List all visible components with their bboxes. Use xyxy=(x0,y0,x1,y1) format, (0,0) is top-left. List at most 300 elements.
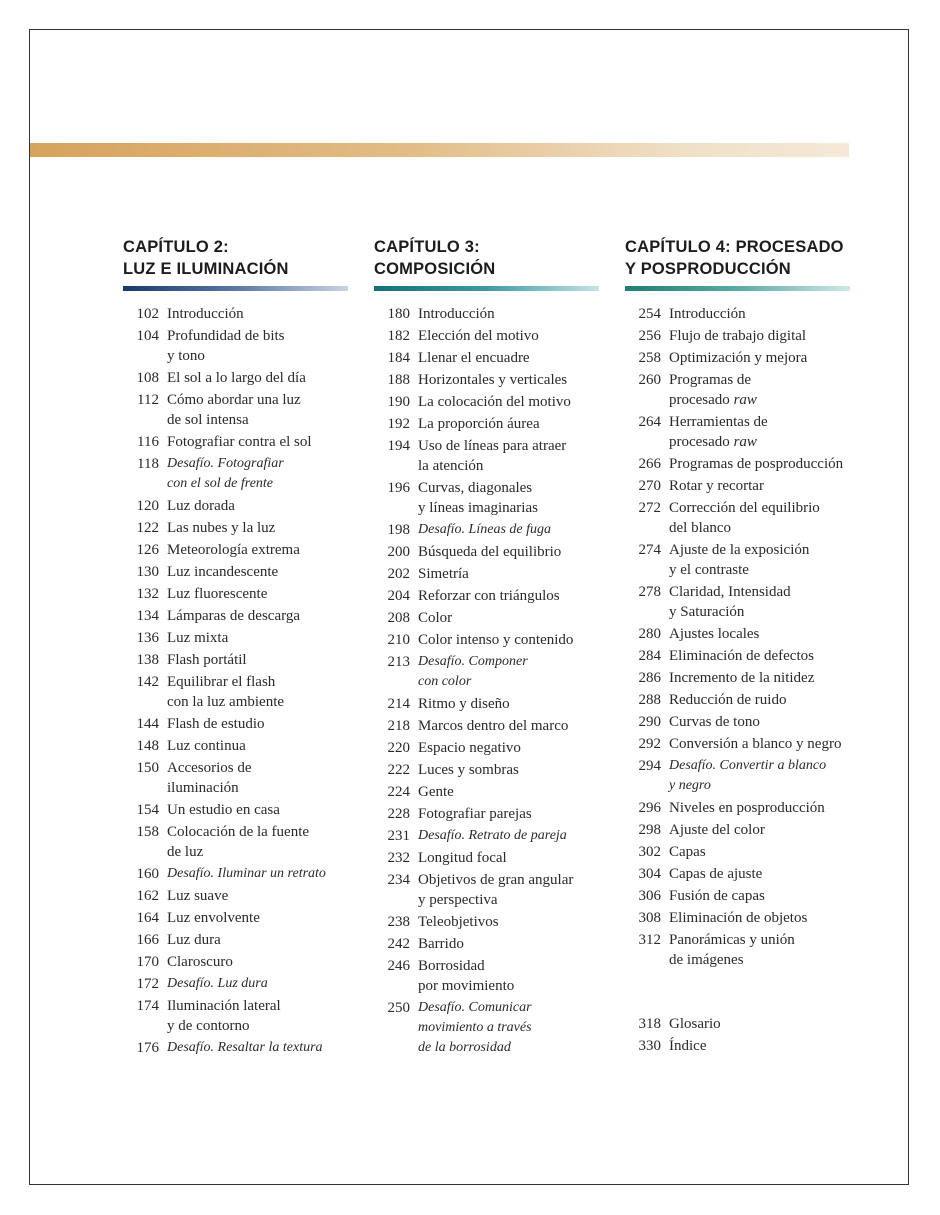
toc-entry xyxy=(374,956,599,996)
toc-page-number: 222 xyxy=(387,762,410,778)
toc-entry-title xyxy=(669,348,850,368)
toc-entry-title-text: Flash portátil xyxy=(167,652,247,668)
toc-entry-title xyxy=(669,734,850,754)
toc-entry-title xyxy=(167,628,348,648)
toc-page-number: 290 xyxy=(638,714,661,730)
toc-entry-title-text: Desafío. Fotografiar con el sol de frente xyxy=(167,456,284,491)
toc-entry-title-text: Índice xyxy=(669,1038,707,1054)
toc-entry xyxy=(625,842,850,862)
toc-entry-title xyxy=(418,760,599,780)
toc-entry xyxy=(374,630,599,650)
toc-page-number: 294 xyxy=(638,758,661,774)
toc-entry xyxy=(625,908,850,928)
toc-entry-title-text: Herramientas de procesado xyxy=(669,414,768,450)
toc-entry-title-text: Programas de posproducción xyxy=(669,456,844,472)
toc-page-number: 234 xyxy=(387,872,410,888)
toc-page-number: 164 xyxy=(136,910,159,926)
toc-page-number: 218 xyxy=(387,718,410,734)
toc-page-number: 136 xyxy=(136,630,159,646)
toc-entry-title xyxy=(167,672,348,712)
toc-entry xyxy=(625,690,850,710)
toc-entry-title xyxy=(669,1014,850,1034)
toc-entry-title-text: Programas de procesado xyxy=(669,372,752,408)
toc-page-number: 278 xyxy=(638,584,661,600)
toc-page-number: 108 xyxy=(136,370,159,386)
toc-entry xyxy=(625,304,850,324)
toc-page-number: 192 xyxy=(387,416,410,432)
toc-page-number: 148 xyxy=(136,738,159,754)
chapter-title xyxy=(123,236,348,280)
toc-page-number: 196 xyxy=(387,480,410,496)
toc-entry-title-text: Ritmo y diseño xyxy=(418,696,510,712)
toc-page-number: 242 xyxy=(387,936,410,952)
toc-page-number: 306 xyxy=(638,888,661,904)
toc-entry xyxy=(374,782,599,802)
toc-entry xyxy=(123,908,348,928)
toc-entry xyxy=(625,412,850,452)
toc-entry-title-text: Optimización y mejora xyxy=(669,350,808,366)
toc-entry xyxy=(625,646,850,666)
toc-entry xyxy=(123,650,348,670)
toc-entry xyxy=(625,820,850,840)
toc-entry xyxy=(374,436,599,476)
toc-page-number: 132 xyxy=(136,586,159,602)
toc-page-number: 270 xyxy=(638,478,661,494)
toc-entry xyxy=(123,518,348,538)
toc-entry xyxy=(123,736,348,756)
toc-entry-title xyxy=(669,624,850,644)
toc-entry-title xyxy=(418,630,599,650)
toc-page-number: 176 xyxy=(136,1040,159,1056)
toc-page-number: 138 xyxy=(136,652,159,668)
toc-entry xyxy=(123,1038,348,1058)
toc-entry-title-text: Longitud focal xyxy=(418,850,507,866)
toc-page-number: 312 xyxy=(638,932,661,948)
toc-page-number: 118 xyxy=(137,456,159,472)
chapter-title-line-1: CAPÍTULO 4: PROCESADO xyxy=(625,238,844,256)
toc-page-number: 274 xyxy=(638,542,661,558)
toc-entry-title-text: Barrido xyxy=(418,936,464,952)
toc-entry-title-text: Búsqueda del equilibrio xyxy=(418,544,562,560)
toc-entry xyxy=(625,326,850,346)
toc-entry-title xyxy=(418,478,599,518)
toc-entry-title xyxy=(167,974,348,994)
toc-entry-title xyxy=(167,326,348,366)
toc-page-number: 238 xyxy=(387,914,410,930)
toc-entry-title xyxy=(669,798,850,818)
toc-entry-title xyxy=(167,562,348,582)
toc-list xyxy=(625,304,850,1056)
toc-entry-title xyxy=(418,304,599,324)
toc-page-number: 142 xyxy=(136,674,159,690)
toc-entry-title-text: Objetivos de gran angular y perspectiva xyxy=(418,872,574,908)
toc-entry-title-text: Panorámicas y unión de imágenes xyxy=(669,932,795,968)
toc-entry xyxy=(374,998,599,1058)
toc-entry xyxy=(123,496,348,516)
toc-entry xyxy=(374,392,599,412)
toc-entry xyxy=(123,584,348,604)
toc-entry-title-text: Luz dorada xyxy=(167,498,235,514)
toc-entry-title-text: Desafío. Comunicar movimiento a través de la borrosidad xyxy=(418,1000,532,1055)
toc-entry xyxy=(123,606,348,626)
toc-entry xyxy=(625,668,850,688)
toc-entry-title-suffix: raw xyxy=(733,392,757,408)
toc-entry-title xyxy=(669,498,850,538)
toc-entry-title-text: Desafío. Luz dura xyxy=(167,976,268,991)
toc-page-number: 200 xyxy=(387,544,410,560)
toc-entry-title xyxy=(669,304,850,324)
toc-entry-title-text: Rotar y recortar xyxy=(669,478,764,494)
toc-page-number: 256 xyxy=(638,328,661,344)
toc-entry-title-text: Cómo abordar una luz de sol intensa xyxy=(167,392,301,428)
toc-page-number: 184 xyxy=(387,350,410,366)
toc-page-number: 318 xyxy=(638,1016,661,1032)
toc-entry-title xyxy=(167,540,348,560)
toc-entry-title xyxy=(418,848,599,868)
toc-entry-title-text: Gente xyxy=(418,784,454,800)
toc-entry-title xyxy=(669,454,850,474)
toc-entry-title xyxy=(167,908,348,928)
toc-entry-title-text: Introducción xyxy=(669,306,746,322)
toc-entry-title-text: Elección del motivo xyxy=(418,328,539,344)
toc-entry-title-text: Las nubes y la luz xyxy=(167,520,276,536)
toc-entry xyxy=(374,564,599,584)
toc-page-number: 280 xyxy=(638,626,661,642)
toc-entry-title xyxy=(418,804,599,824)
toc-page-number: 272 xyxy=(638,500,661,516)
toc-entry-title-text: Luz continua xyxy=(167,738,246,754)
toc-entry xyxy=(625,370,850,410)
toc-entry xyxy=(625,348,850,368)
toc-entry-title-text: Desafío. Resaltar la textura xyxy=(167,1040,323,1055)
toc-entry xyxy=(374,826,599,846)
toc-entry-title xyxy=(669,370,850,410)
toc-entry xyxy=(374,520,599,540)
toc-entry-title-text: Niveles en posproducción xyxy=(669,800,825,816)
toc-entry-title xyxy=(167,304,348,324)
toc-entry-title xyxy=(418,826,599,846)
toc-entry xyxy=(625,476,850,496)
toc-page-number: 130 xyxy=(136,564,159,580)
toc-page-number: 198 xyxy=(387,522,410,538)
toc-entry xyxy=(374,738,599,758)
toc-entry xyxy=(123,996,348,1036)
chapter-rule xyxy=(123,286,348,291)
toc-entry-title xyxy=(669,886,850,906)
chapter-rule xyxy=(374,286,599,291)
toc-entry-title-text: Luz incandescente xyxy=(167,564,279,580)
toc-entry-title-text: Equilibrar el flash con la luz ambiente xyxy=(167,674,285,710)
toc-page-number: 112 xyxy=(137,392,159,408)
toc-entry xyxy=(123,304,348,324)
toc-entry-title xyxy=(167,496,348,516)
toc-entry xyxy=(374,478,599,518)
toc-entry xyxy=(374,348,599,368)
toc-page-number: 158 xyxy=(136,824,159,840)
toc-entry-title xyxy=(669,412,850,452)
toc-entry-title xyxy=(418,520,599,540)
toc-entry-title-text: Un estudio en casa xyxy=(167,802,280,818)
toc-page-number: 120 xyxy=(136,498,159,514)
toc-entry-title-text: Curvas, diagonales y líneas imaginarias xyxy=(418,480,538,516)
toc-entry-title-text: Fotografiar parejas xyxy=(418,806,532,822)
toc-entry xyxy=(123,432,348,452)
toc-entry xyxy=(374,760,599,780)
toc-entry-title-text: Marcos dentro del marco xyxy=(418,718,569,734)
toc-entry-title xyxy=(669,668,850,688)
toc-entry-title xyxy=(669,712,850,732)
toc-page-number: 188 xyxy=(387,372,410,388)
toc-page-number: 220 xyxy=(387,740,410,756)
toc-entry xyxy=(374,716,599,736)
toc-entry-title-text: La colocación del motivo xyxy=(418,394,571,410)
toc-entry-title-text: Luz fluorescente xyxy=(167,586,268,602)
toc-page-number: 284 xyxy=(638,648,661,664)
toc-entry-title-text: Uso de líneas para atraer la atención xyxy=(418,438,567,474)
toc-entry-title-text: Luz mixta xyxy=(167,630,229,646)
chapter-title-line-2: Y POSPRODUCCIÓN xyxy=(625,260,791,278)
toc-page-number: 202 xyxy=(387,566,410,582)
toc-entry-title xyxy=(418,870,599,910)
toc-entry xyxy=(374,934,599,954)
toc-entry-title xyxy=(669,326,850,346)
toc-entry-title-text: Incremento de la nitidez xyxy=(669,670,815,686)
toc-page-number: 134 xyxy=(136,608,159,624)
chapter-rule xyxy=(625,286,850,291)
toc-entry-title xyxy=(669,540,850,580)
toc-page-number: 182 xyxy=(387,328,410,344)
toc-entry xyxy=(374,326,599,346)
toc-page-number: 104 xyxy=(136,328,159,344)
toc-entry-title xyxy=(418,414,599,434)
toc-entry xyxy=(625,624,850,644)
toc-page-number: 254 xyxy=(638,306,661,322)
toc-entry-title-text: Borrosidad por movimiento xyxy=(418,958,515,994)
toc-entry xyxy=(123,368,348,388)
toc-entry-title-text: Claroscuro xyxy=(167,954,233,970)
toc-entry xyxy=(374,694,599,714)
toc-entry-title-text: Luz dura xyxy=(167,932,221,948)
toc-entry-title-text: Eliminación de defectos xyxy=(669,648,814,664)
toc-entry xyxy=(123,672,348,712)
toc-entry-title xyxy=(669,582,850,622)
toc-entry-title xyxy=(669,756,850,796)
toc-entry-title-text: Flujo de trabajo digital xyxy=(669,328,807,344)
toc-entry xyxy=(625,756,850,796)
toc-entry-title xyxy=(418,998,599,1058)
toc-entry xyxy=(374,414,599,434)
toc-entry-title-text: Glosario xyxy=(669,1016,721,1032)
toc-entry-title-text: Profundidad de bits y tono xyxy=(167,328,285,364)
toc-entry-title-text: Desafío. Retrato de pareja xyxy=(418,828,567,843)
toc-entry xyxy=(123,952,348,972)
toc-entry-title xyxy=(418,934,599,954)
toc-entry-title xyxy=(669,842,850,862)
chapter-2-column xyxy=(123,236,348,1060)
toc-page-number: 246 xyxy=(387,958,410,974)
header-color-band xyxy=(30,143,849,157)
toc-entry xyxy=(374,804,599,824)
toc-entry xyxy=(123,758,348,798)
toc-page-number: 308 xyxy=(638,910,661,926)
toc-entry-title-text: Desafío. Líneas de fuga xyxy=(418,522,551,537)
toc-page-number: 228 xyxy=(387,806,410,822)
toc-page-number: 292 xyxy=(638,736,661,752)
toc-entry-title xyxy=(669,690,850,710)
toc-entry-title xyxy=(167,864,348,884)
toc-entry-title-text: Fotografiar contra el sol xyxy=(167,434,312,450)
toc-entry-title xyxy=(418,370,599,390)
toc-entry xyxy=(123,974,348,994)
toc-entry xyxy=(123,886,348,906)
toc-entry-title xyxy=(418,326,599,346)
toc-entry xyxy=(625,712,850,732)
toc-entry-title xyxy=(669,930,850,970)
toc-page-number: 122 xyxy=(136,520,159,536)
toc-page-number: 162 xyxy=(136,888,159,904)
toc-entry-title-text: Desafío. Convertir a blanco y negro xyxy=(669,758,827,793)
toc-entry-title-text: Introducción xyxy=(167,306,244,322)
toc-entry xyxy=(625,540,850,580)
toc-entry-title-text: Simetría xyxy=(418,566,469,582)
toc-entry-title xyxy=(418,564,599,584)
toc-entry xyxy=(123,628,348,648)
toc-page-number: 264 xyxy=(638,414,661,430)
toc-entry-title-text: Flash de estudio xyxy=(167,716,265,732)
toc-page-number: 231 xyxy=(387,828,410,844)
toc-entry xyxy=(625,798,850,818)
toc-entry xyxy=(625,864,850,884)
toc-entry-title-text: Eliminación de objetos xyxy=(669,910,808,926)
toc-entry-title-text: Llenar el encuadre xyxy=(418,350,530,366)
toc-entry-title-text: Lámparas de descarga xyxy=(167,608,300,624)
toc-entry-title-text: Accesorios de iluminación xyxy=(167,760,252,796)
toc-entry-title-text: Claridad, Intensidad y Saturación xyxy=(669,584,791,620)
toc-entry-title-text: Teleobjetivos xyxy=(418,914,499,930)
toc-page-number: 224 xyxy=(387,784,410,800)
toc-page-number: 210 xyxy=(387,632,410,648)
toc-entry xyxy=(374,542,599,562)
toc-page-number: 126 xyxy=(136,542,159,558)
toc-entry-title xyxy=(418,436,599,476)
toc-entry-title xyxy=(418,392,599,412)
toc-page-number: 166 xyxy=(136,932,159,948)
toc-entry xyxy=(123,800,348,820)
toc-page-number: 150 xyxy=(136,760,159,776)
toc-entry-title-text: La proporción áurea xyxy=(418,416,540,432)
toc-entry-title xyxy=(167,822,348,862)
toc-entry-title xyxy=(167,996,348,1036)
chapter-title xyxy=(625,236,850,280)
toc-page-number: 190 xyxy=(387,394,410,410)
toc-entry-title xyxy=(167,886,348,906)
toc-entry xyxy=(123,864,348,884)
toc-list xyxy=(374,304,599,1058)
toc-entry xyxy=(625,930,850,970)
toc-entry-title xyxy=(418,586,599,606)
toc-entry-title xyxy=(167,390,348,430)
toc-entry-title xyxy=(167,650,348,670)
toc-entry-title xyxy=(669,476,850,496)
toc-entry-title xyxy=(418,608,599,628)
toc-entry xyxy=(123,822,348,862)
toc-page-number: 172 xyxy=(136,976,159,992)
toc-entry-title xyxy=(167,736,348,756)
toc-entry-title xyxy=(167,518,348,538)
toc-entry-title xyxy=(418,542,599,562)
toc-entry-title-text: Conversión a blanco y negro xyxy=(669,736,842,752)
toc-entry-title xyxy=(669,820,850,840)
toc-entry xyxy=(625,582,850,622)
toc-entry xyxy=(625,498,850,538)
toc-entry-title-text: Desafío. Iluminar un retrato xyxy=(167,866,326,881)
toc-entry-title xyxy=(167,1038,348,1058)
toc-entry-title-suffix: raw xyxy=(733,434,757,450)
toc-entry-title-text: Desafío. Componer con color xyxy=(418,654,528,689)
toc-entry-title-text: Luz suave xyxy=(167,888,229,904)
toc-entry xyxy=(374,608,599,628)
toc-entry xyxy=(625,1036,850,1056)
toc-entry xyxy=(374,370,599,390)
toc-page-number: 232 xyxy=(387,850,410,866)
toc-page-number: 214 xyxy=(387,696,410,712)
toc-page-number: 160 xyxy=(136,866,159,882)
toc-entry-title xyxy=(418,912,599,932)
toc-entry-title-text: Meteorología extrema xyxy=(167,542,300,558)
toc-page-number: 296 xyxy=(638,800,661,816)
toc-entry-title xyxy=(167,584,348,604)
toc-entry-title-text: Luces y sombras xyxy=(418,762,519,778)
toc-entry xyxy=(123,454,348,494)
toc-page-number: 266 xyxy=(638,456,661,472)
toc-entry-title xyxy=(418,348,599,368)
chapter-title-line-2: COMPOSICIÓN xyxy=(374,260,496,278)
toc-page-number: 170 xyxy=(136,954,159,970)
toc-entry-title-text: El sol a lo largo del día xyxy=(167,370,306,386)
toc-entry xyxy=(374,912,599,932)
toc-page-number: 102 xyxy=(136,306,159,322)
toc-page-number: 174 xyxy=(136,998,159,1014)
toc-entry-title-text: Ajuste de la exposición y el contraste xyxy=(669,542,810,578)
toc-page-number: 154 xyxy=(136,802,159,818)
toc-entry-title-text: Introducción xyxy=(418,306,495,322)
toc-entry xyxy=(625,454,850,474)
toc-page-number: 208 xyxy=(387,610,410,626)
toc-page-number: 288 xyxy=(638,692,661,708)
toc-entry-title xyxy=(167,432,348,452)
toc-entry-title xyxy=(418,956,599,996)
toc-page-number: 298 xyxy=(638,822,661,838)
toc-page-number: 286 xyxy=(638,670,661,686)
toc-page-number: 204 xyxy=(387,588,410,604)
toc-page-number: 304 xyxy=(638,866,661,882)
toc-entry-title-text: Horizontales y verticales xyxy=(418,372,568,388)
toc-entry xyxy=(123,714,348,734)
chapter-title-line-1: CAPÍTULO 3: xyxy=(374,238,480,256)
toc-page-number: 330 xyxy=(638,1038,661,1054)
toc-entry-title xyxy=(418,652,599,692)
toc-entry xyxy=(123,562,348,582)
toc-page-number: 180 xyxy=(387,306,410,322)
chapter-3-column xyxy=(374,236,599,1060)
chapter-title-line-1: CAPÍTULO 2: xyxy=(123,238,229,256)
toc-entry-title xyxy=(167,800,348,820)
toc-entry-title xyxy=(669,908,850,928)
toc-page-number: 260 xyxy=(638,372,661,388)
toc-entry xyxy=(374,848,599,868)
toc-entry-title xyxy=(167,930,348,950)
chapter-title-line-2: LUZ E ILUMINACIÓN xyxy=(123,260,289,278)
